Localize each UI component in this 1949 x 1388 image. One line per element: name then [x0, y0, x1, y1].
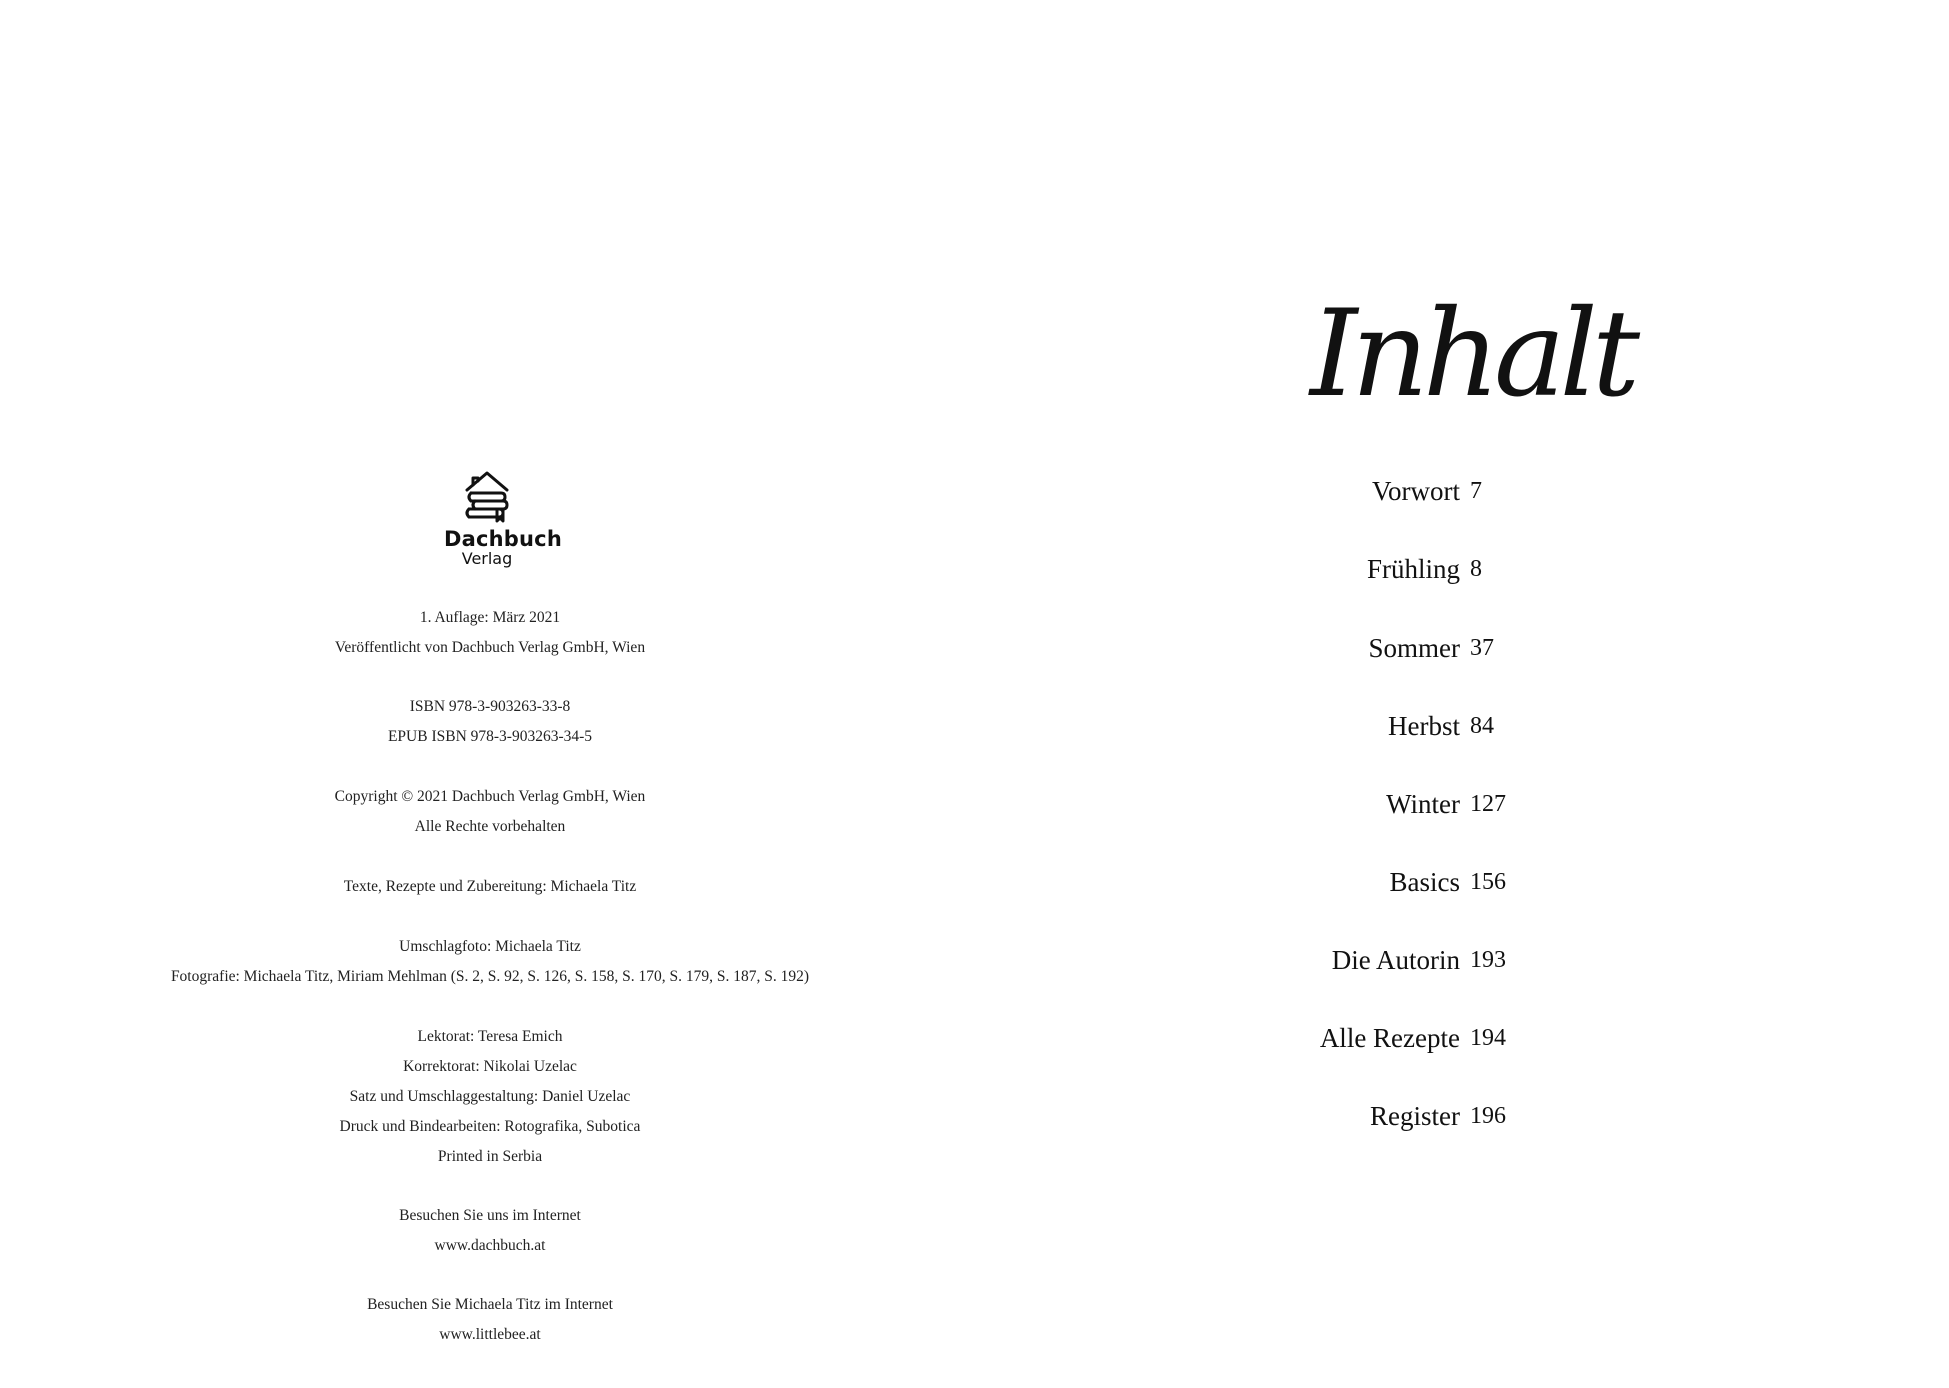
- visit-author-line: Besuchen Sie Michaela Titz im Internet: [367, 1296, 613, 1313]
- toc-entry-alle-rezepte[interactable]: [1300, 1018, 1660, 1058]
- toc-entry-page: 7: [1470, 478, 1482, 504]
- toc-entry-fruehling[interactable]: [1300, 549, 1660, 589]
- toc-entry-label: Die Autorin: [1331, 945, 1460, 975]
- toc-entry-page: 194: [1470, 1025, 1506, 1051]
- publisher-name: Dachbuch: [444, 527, 562, 551]
- toc-entry-label: Basics: [1389, 867, 1460, 897]
- author-website-link[interactable]: www.littlebee.at: [439, 1326, 541, 1343]
- toc-entry-label: Sommer: [1368, 633, 1460, 663]
- author-credit-line: Texte, Rezepte und Zubereitung: Michaela Titz: [343, 878, 637, 895]
- toc-entry-label: Winter: [1386, 789, 1460, 819]
- copyright-line: Copyright © 2021 Dachbuch Verlag GmbH, Wien: [334, 788, 646, 805]
- toc-entry-label: Register: [1370, 1101, 1460, 1131]
- toc-entry-page: 196: [1470, 1103, 1506, 1129]
- toc-entry-label: Herbst: [1388, 711, 1460, 741]
- typesetting-line: Satz und Umschlaggestaltung: Daniel Uzelac: [349, 1088, 631, 1105]
- toc-entry-winter[interactable]: [1300, 784, 1660, 824]
- toc-entry-vorwort[interactable]: [1300, 471, 1660, 511]
- isbn-line: ISBN 978-3-903263-33-8: [409, 698, 571, 715]
- toc-entry-page: 37: [1470, 635, 1494, 661]
- toc-entry-page: 127: [1470, 791, 1506, 817]
- toc-entry-label: Vorwort: [1371, 476, 1460, 506]
- toc-entry-die-autorin[interactable]: [1300, 940, 1660, 980]
- cover-photo-line: Umschlagfoto: Michaela Titz: [399, 938, 581, 955]
- toc-entry-label: Alle Rezepte: [1319, 1023, 1460, 1053]
- toc-entry-basics[interactable]: [1300, 862, 1660, 902]
- publisher-subtitle: Verlag: [461, 549, 513, 568]
- publisher-website-link[interactable]: www.dachbuch.at: [434, 1237, 546, 1254]
- printed-in-line: Printed in Serbia: [437, 1148, 543, 1165]
- toc-entry-page: 84: [1470, 713, 1494, 739]
- photography-line: Fotografie: Michaela Titz, Miriam Mehlman (S. 2, S. 92, S. 126, S. 158, S. 170, S. 179, S. 187, S. 192): [170, 968, 810, 985]
- toc-entry-page: 156: [1470, 869, 1506, 895]
- toc-title: Inhalt: [1310, 285, 1635, 424]
- toc-entry-herbst[interactable]: [1300, 706, 1660, 746]
- publisher-line: Veröffentlicht von Dachbuch Verlag GmbH, Wien: [334, 639, 646, 656]
- toc-entry-page: 8: [1470, 556, 1482, 582]
- rights-line: Alle Rechte vorbehalten: [414, 818, 566, 835]
- toc-entry-register[interactable]: [1300, 1096, 1660, 1136]
- editing-line: Lektorat: Teresa Emich: [417, 1028, 563, 1045]
- toc-entry-label: Frühling: [1366, 554, 1460, 584]
- toc-entry-sommer[interactable]: [1300, 628, 1660, 668]
- edition-line: 1. Auflage: März 2021: [419, 609, 561, 626]
- visit-publisher-line: Besuchen Sie uns im Internet: [399, 1207, 581, 1224]
- epub-isbn-line: EPUB ISBN 978-3-903263-34-5: [387, 728, 593, 745]
- house-books-icon: [461, 468, 513, 526]
- printing-line: Druck und Bindearbeiten: Rotografika, Subotica: [339, 1118, 641, 1135]
- proofreading-line: Korrektorat: Nikolai Uzelac: [403, 1058, 577, 1075]
- publisher-logo: [444, 468, 562, 568]
- toc-entry-page: 193: [1470, 947, 1506, 973]
